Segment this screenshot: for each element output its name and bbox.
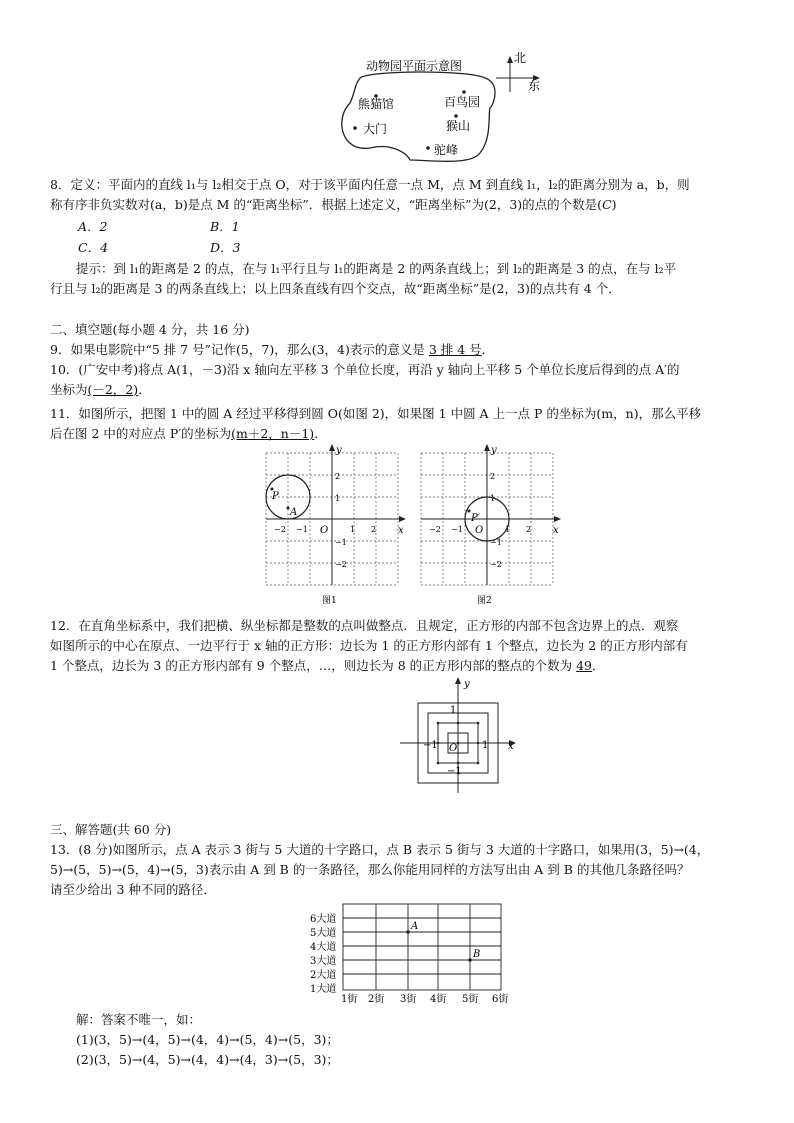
svg-text:1: 1: [350, 525, 356, 534]
svg-text:−1: −1: [423, 740, 438, 751]
q8-line2: 称有序非负实数对(a，b)是点 M 的“距离坐标”．根据上述定义，“距离坐标”为(2，3)的点的个数是(C): [50, 197, 617, 212]
zoo-place-birds: 百鸟园: [444, 95, 481, 109]
q12-line1: 12．在直角坐标系中，我们把横、纵坐标都是整数的点叫做整点．且规定，正方形的内部不包含边界上的点．观察: [50, 618, 679, 633]
q8-option-a: A．2: [78, 219, 108, 234]
q12-line2: 如图所示的中心在原点、一边平行于 x 轴的正方形：边长为 1 的正方形内部有 1 个整点，边长为 2 的正方形内部有: [50, 638, 688, 653]
svg-text:x: x: [398, 525, 404, 536]
avenue-4: 4大道: [310, 942, 337, 953]
q11-figure-1: [258, 443, 408, 608]
svg-text:y: y: [464, 679, 470, 690]
street-3: 3街: [400, 994, 417, 1005]
svg-text:−1: −1: [451, 525, 463, 534]
section-2-heading: 二、填空题(每小题 4 分，共 16 分): [50, 322, 250, 337]
street-5: 5街: [462, 994, 479, 1005]
street-2: 2街: [368, 994, 385, 1005]
q13-line2: 5)→(5，5)→(5，4)→(5，3)表示由 A 到 B 的一条路径，那么你能用同样的方法写出由 A 到 B 的其他几条路径吗？: [50, 862, 690, 877]
q13-line3: 请至少给出 3 种不同的路径．: [50, 882, 216, 897]
q8-option-d: D．3: [210, 240, 241, 255]
fig1-caption: 图1: [322, 596, 337, 606]
svg-text:−1: −1: [447, 766, 462, 777]
svg-text:y: y: [491, 445, 497, 456]
q8-option-c: C．4: [78, 240, 109, 255]
svg-text:x: x: [508, 741, 514, 752]
svg-text:O: O: [320, 525, 329, 536]
zoo-place-monkey: 猴山: [446, 119, 471, 133]
q8-hint-line1: 提示：到 l₁的距离是 2 的点，在与 l₁平行且与 l₁的距离是 2 的两条直线上；到 l₂的距离是 3 的点，在与 l₂平: [76, 261, 677, 276]
q10-line2: 坐标为(－2，2)．: [50, 382, 151, 397]
avenue-1: 1大道: [310, 984, 337, 995]
q8-line1: 8．定义：平面内的直线 l₁与 l₂相交于点 O，对于该平面内任意一点 M，点 M 到直线 l₁，l₂的距离分别为 a，b，则: [50, 177, 690, 192]
zoo-map-figure: [330, 48, 550, 168]
zoo-place-panda: 熊猫馆: [358, 97, 395, 111]
zoo-title: 动物园平面示意图: [366, 59, 463, 73]
svg-text:2: 2: [526, 525, 532, 534]
q12-line3: 1 个整点，边长为 3 的正方形内部有 9 个整点，…，则边长为 8 的正方形内部的整点的个数为 49．: [50, 658, 605, 673]
q10-line1: 10．(广安中考)将点 A(1，－3)沿 x 轴向左平移 3 个单位长度，再沿 y 轴向上平移 5 个单位长度后得到的点 A′的: [50, 362, 680, 377]
north-label: 北: [514, 51, 527, 65]
avenue-6: 6大道: [310, 914, 337, 925]
q8-hint-line2: 行且与 l₂的距离是 3 的两条直线上；以上四条直线有四个交点，故“距离坐标”是(2，3)的点共有 4 个．: [50, 281, 621, 296]
svg-text:−2: −2: [274, 525, 286, 534]
q13-solution: 解：答案不唯一，如：: [76, 1012, 202, 1027]
svg-text:2: 2: [490, 472, 496, 481]
q13-path-2: (2)(3，5)→(4，5)→(4，4)→(4，3)→(5，3)；: [76, 1052, 339, 1067]
svg-text:1: 1: [505, 525, 511, 534]
q11-figure-2: [413, 443, 563, 608]
street-6: 6街: [492, 994, 509, 1005]
street-1: 1街: [341, 994, 358, 1005]
q11-line1: 11．如图所示，把图 1 中的圆 A 经过平移得到圆 O(如图 2)，如果图 1 中圆 A 上一点 P 的坐标为(m，n)，那么平移: [50, 406, 702, 421]
q12-squares-figure: [398, 675, 523, 795]
svg-text:1: 1: [482, 740, 489, 751]
svg-text:A: A: [290, 507, 298, 518]
street-4: 4街: [430, 994, 447, 1005]
svg-text:P: P: [272, 491, 279, 502]
svg-text:1: 1: [335, 494, 341, 503]
svg-text:B: B: [473, 949, 481, 960]
svg-text:−2: −2: [335, 560, 347, 569]
svg-text:1: 1: [450, 705, 457, 716]
svg-text:−2: −2: [429, 525, 441, 534]
avenue-5: 5大道: [310, 928, 337, 939]
svg-text:x: x: [553, 525, 559, 536]
q13-line1: 13．(8 分)如图所示，点 A 表示 3 街与 5 大道的十字路口，点 B 表示 5 街与 3 大道的十字路口，如果用(3，5)→(4，: [50, 842, 710, 857]
q13-street-grid: [308, 898, 518, 1006]
fig2-caption: 图2: [477, 596, 492, 606]
svg-text:P′: P′: [471, 513, 480, 524]
q9: 9．如果电影院中“5 排 7 号”记作(5，7)，那么(3，4)表示的意义是 3 排 4 号．: [50, 342, 495, 357]
zoo-place-camel: 驼峰: [434, 143, 459, 157]
q8-option-b: B．1: [210, 219, 240, 234]
zoo-place-gate: 大门: [363, 122, 388, 136]
svg-text:1: 1: [490, 494, 496, 503]
east-label: 东: [528, 79, 541, 93]
q13-path-1: (1)(3，5)→(4，5)→(4，4)→(5，4)→(5，3)；: [76, 1032, 339, 1047]
q11-line2: 后在图 2 中的对应点 P′的坐标为(m＋2，n－1)．: [50, 426, 327, 441]
svg-text:y: y: [336, 445, 342, 456]
svg-text:2: 2: [335, 472, 341, 481]
svg-text:O: O: [475, 525, 484, 536]
zoo-boundary: [342, 72, 495, 161]
svg-text:−2: −2: [490, 560, 502, 569]
svg-text:O: O: [449, 743, 458, 754]
avenue-2: 2大道: [310, 970, 337, 981]
svg-text:A: A: [411, 921, 419, 932]
section-3-heading: 三、解答题(共 60 分): [50, 822, 172, 837]
avenue-3: 3大道: [310, 956, 337, 967]
svg-text:−1: −1: [490, 538, 502, 547]
svg-text:−1: −1: [335, 538, 347, 547]
svg-text:−1: −1: [296, 525, 308, 534]
svg-text:2: 2: [371, 525, 377, 534]
